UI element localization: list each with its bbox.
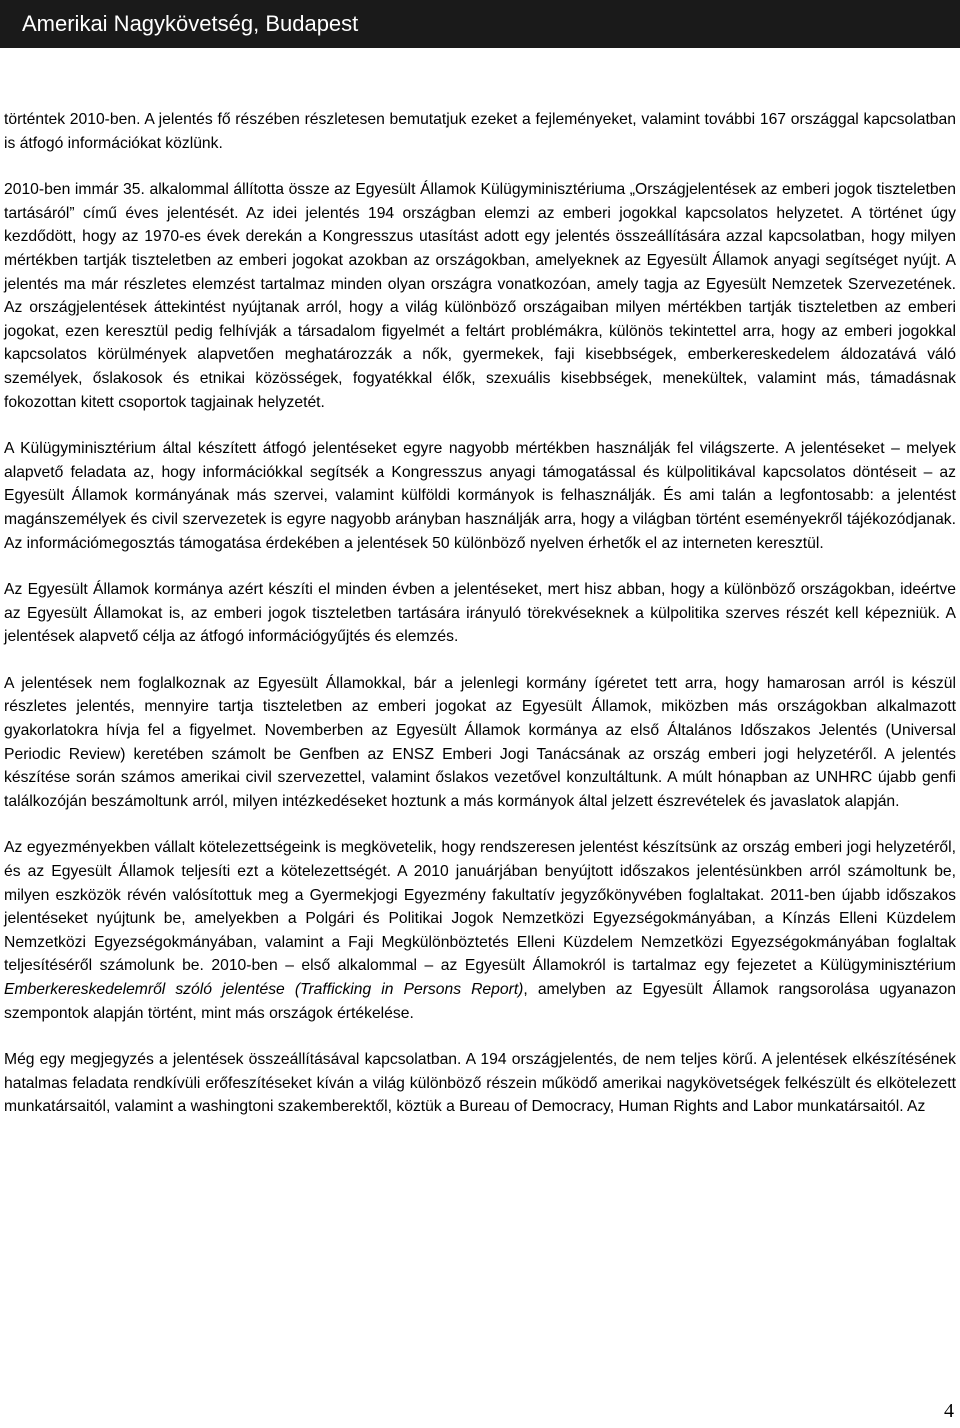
paragraph-2: 2010-ben immár 35. alkalommal állította össze az Egyesült Államok Külügyminisztériuma „Országjelentések az emberi jogok tiszteletben tartásáról” című éves jelentését. Az idei jelentés 194 országban elemzi az emberi jogokkal kapcsolatos helyzetet. A történet úgy kezdődött, hogy az 1970-es évek derekán a Kongresszus utasítást adott egy jelentés összeállítására azzal kapcsolatban, hogy milyen mértékben tartják tiszteletben az emberi jogokat azokban az országokban, amelyeknek az Egyesült Államok anyagi segítséget nyújt. A jelentés ma már részletes elemzést tartalmaz minden olyan országra vonatkozóan, amely tagja az Egyesült Nemzetek Szervezetének. Az országjelentések áttekintést nyújtanak arról, hogy a világ különböző országaiban milyen mértékben tartják tiszteletben az emberi jogokat, ezen keresztül pedig felhívják a társadalom figyelmét a feltárt problémákra, különös tekintettel arra, hogy az emberi jogokkal kapcsolatos körülmények alapvetően meghatározzák a nők, gyermekek, faji kisebbségek, emberkereskedelem áldozatává váló személyek, őslakosok és etnikai közösségek, fogyatékkal élők, szexuális kisebbségek, menekültek, valamint más, támadásnak fokozottan kitett csoportok tagjainak helyzetét. xyxy=(4,181,956,411)
paragraph-7: Még egy megjegyzés a jelentések összeállításával kapcsolatban. A 194 országjelentés, de nem teljes körű. A jelentések elkészítésének hatalmas feladata rendkívüli erőfeszítéseket kíván a világ különböző részein működő amerikai nagykövetségek felkészült és elkötelezett munkatársaitól, valamint a washingtoni szakemberektől, köztük a Bureau of Democracy, Human Rights and Labor munkatársaitól. Az xyxy=(4,1051,956,1116)
paragraph-3: A Külügyminisztérium által készített átfogó jelentéseket egyre nagyobb mértékben használják fel világszerte. A jelentéseket – melyek alapvető feladata az, hogy információkkal segítsék a Kongresszus anyagi támogatással és külpolitikával kapcsolatos döntéseit – az Egyesült Államok kormányának más szervei, valamint külföldi kormányok is felhasználják. És ami talán a legfontosabb: a jelentést magánszemélyek és civil szervezetek is egyre nagyobb arányban használják arra, hogy a világban történt eseményekről tájékozódjanak. Az információmegosztás támogatása érdekében a jelentések 50 különböző nyelven érhetők el az interneten keresztül. xyxy=(4,440,956,552)
paragraph-6 xyxy=(4,836,956,1025)
paragraph-6-text-end: , amelyben az Egyesült Államok rangsorolása ugyanazon szempontok alapján történt, mint más országok értékelése. xyxy=(4,981,956,1022)
paragraph-5: A jelentések nem foglalkoznak az Egyesült Államokkal, bár a jelenlegi kormány ígéretet tett arra, hogy hamarosan arról is készül részletes jelentés, mennyire tartja tiszteletben az emberi jogokat az Egyesült Államok, miközben más országokban alkalmazott gyakorlatokra hívja fel a figyelmet. Novemberben az Egyesült Államok kormánya az első Általános Időszakos Jelentés (Universal Periodic Review) keretében számolt be Genfben az ENSZ Emberi Jogi Tanácsának az ország emberi jogi helyzetéről. A jelentés készítése során számos amerikai civil szervezettel, valamint őslakos vezetővel konzultáltunk. A múlt hónapban az UNHRC újabb genfi találkozóján beszámoltunk arról, milyen intézkedéseket hoztunk a más kormányok által jelzett észrevételek és javaslatok alapján. xyxy=(4,674,956,810)
paragraph-4: Az Egyesült Államok kormánya azért készíti el minden évben a jelentéseket, mert hisz abban, hogy a különböző országokban, ideértve az Egyesült Államokat is, az emberi jogok tiszteletben tartására irányuló törekvéseknek a külpolitika szerves részét kell képezniük. A jelentések alapvető célja az átfogó információgyűjtés és elemzés. xyxy=(4,581,956,646)
paragraph-1: történtek 2010-ben. A jelentés fő részében részletesen bemutatjuk ezeket a fejleményeket, valamint további 167 országgal kapcsolatban is átfogó információkat közlünk. xyxy=(4,111,956,152)
document-header xyxy=(0,0,960,48)
page-number: 4 xyxy=(944,1400,954,1422)
report-title-italic: Emberkereskedelemről szóló jelentése (Trafficking in Persons Report) xyxy=(4,981,524,998)
header-title: Amerikai Nagykövetség, Budapest xyxy=(22,11,359,36)
document-body xyxy=(0,48,960,1119)
paragraph-6-text: Az egyezményekben vállalt kötelezettségeink is megkövetelik, hogy rendszeresen jelentést készítsünk az ország emberi jogi helyzetéről, és az Egyesült Államok teljesíti ezt a kötelezettségét. A 2010 januárjában benyújtott időszakos jelentésünkben arról számoltunk be, milyen eszközök révén valósítottuk meg a Gyermekjogi Egyezmény fakultatív jegyzőkönyvében foglaltakat. 2011-ben újabb időszakos jelentéseket nyújtunk be, amelyekben a Polgári és Politikai Jogok Nemzetközi Egyezségokmányában, a Kínzás Elleni Küzdelem Nemzetközi Egyezségokmányában, valamint a Faji Megkülönböztetés Elleni Küzdelem Nemzetközi Egyezségokmányában foglaltak teljesítéséről számolunk be. 2010-ben – első alkalommal – az Egyesült Államokról is tartalmaz egy fejezetet a Külügyminisztérium xyxy=(4,839,956,975)
